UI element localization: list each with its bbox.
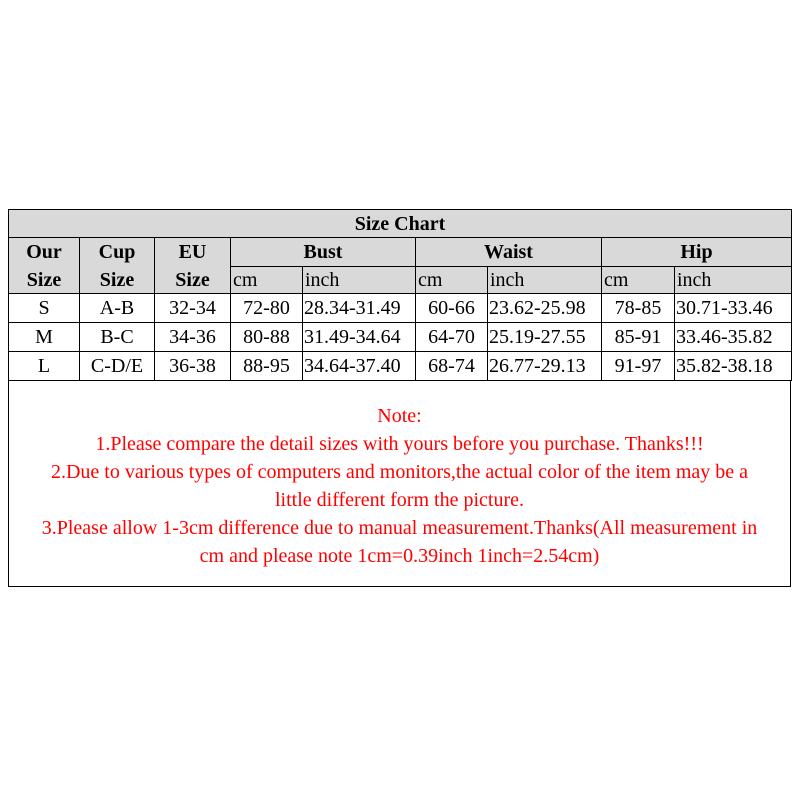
header-bust-cm: cm bbox=[231, 267, 303, 294]
header-waist: Waist bbox=[416, 238, 602, 267]
cell-hip-cm: 91-97 bbox=[602, 352, 675, 381]
cell-eu-size: 32-34 bbox=[155, 294, 231, 323]
cell-bust-cm: 88-95 bbox=[231, 352, 303, 381]
note-line: 3.Please allow 1-3cm difference due to manual measurement.Thanks(All measurement in bbox=[41, 517, 758, 539]
header-bust-inch: inch bbox=[303, 267, 416, 294]
header-bust: Bust bbox=[231, 238, 416, 267]
cell-waist-cm: 60-66 bbox=[416, 294, 488, 323]
cell-bust-cm: 72-80 bbox=[231, 294, 303, 323]
cell-our-size: S bbox=[9, 294, 80, 323]
header-hip: Hip bbox=[602, 238, 792, 267]
note-line: 1.Please compare the detail sizes with yours before you purchase. Thanks!!! bbox=[95, 433, 704, 455]
header-waist-cm: cm bbox=[416, 267, 488, 294]
header-eu-size-line2: Size bbox=[155, 267, 231, 294]
size-table bbox=[8, 209, 792, 381]
cell-eu-size: 34-36 bbox=[155, 323, 231, 352]
cell-waist-inch: 25.19-27.55 bbox=[488, 323, 602, 352]
cell-waist-cm: 64-70 bbox=[416, 323, 488, 352]
cell-bust-inch: 28.34-31.49 bbox=[303, 294, 416, 323]
notes-box bbox=[8, 381, 791, 587]
note-line: little different form the picture. bbox=[275, 489, 524, 511]
cell-hip-inch: 33.46-35.82 bbox=[675, 323, 792, 352]
cell-cup-size: A-B bbox=[80, 294, 155, 323]
header-eu-size-line1: EU bbox=[155, 238, 231, 267]
cell-eu-size: 36-38 bbox=[155, 352, 231, 381]
cell-our-size: L bbox=[9, 352, 80, 381]
header-our-size-line2: Size bbox=[9, 267, 80, 294]
cell-hip-inch: 35.82-38.18 bbox=[675, 352, 792, 381]
cell-bust-inch: 34.64-37.40 bbox=[303, 352, 416, 381]
header-waist-inch: inch bbox=[488, 267, 602, 294]
cell-cup-size: C-D/E bbox=[80, 352, 155, 381]
note-line: 2.Due to various types of computers and monitors,the actual color of the item may be a bbox=[50, 461, 749, 483]
cell-hip-cm: 85-91 bbox=[602, 323, 675, 352]
table-row bbox=[9, 294, 792, 323]
header-hip-inch: inch bbox=[675, 267, 792, 294]
cell-waist-cm: 68-74 bbox=[416, 352, 488, 381]
size-chart bbox=[8, 209, 791, 587]
cell-waist-inch: 23.62-25.98 bbox=[488, 294, 602, 323]
cell-waist-inch: 26.77-29.13 bbox=[488, 352, 602, 381]
cell-our-size: M bbox=[9, 323, 80, 352]
table-row bbox=[9, 352, 792, 381]
cell-bust-cm: 80-88 bbox=[231, 323, 303, 352]
header-hip-cm: cm bbox=[602, 267, 675, 294]
header-cup-size-line2: Size bbox=[80, 267, 155, 294]
chart-title: Size Chart bbox=[9, 210, 792, 238]
note-line: cm and please note 1cm=0.39inch 1inch=2.54cm) bbox=[199, 545, 600, 567]
cell-hip-cm: 78-85 bbox=[602, 294, 675, 323]
cell-cup-size: B-C bbox=[80, 323, 155, 352]
cell-bust-inch: 31.49-34.64 bbox=[303, 323, 416, 352]
header-our-size-line1: Our bbox=[9, 238, 80, 267]
cell-hip-inch: 30.71-33.46 bbox=[675, 294, 792, 323]
header-cup-size-line1: Cup bbox=[80, 238, 155, 267]
note-heading: Note: bbox=[377, 405, 422, 427]
table-row bbox=[9, 323, 792, 352]
